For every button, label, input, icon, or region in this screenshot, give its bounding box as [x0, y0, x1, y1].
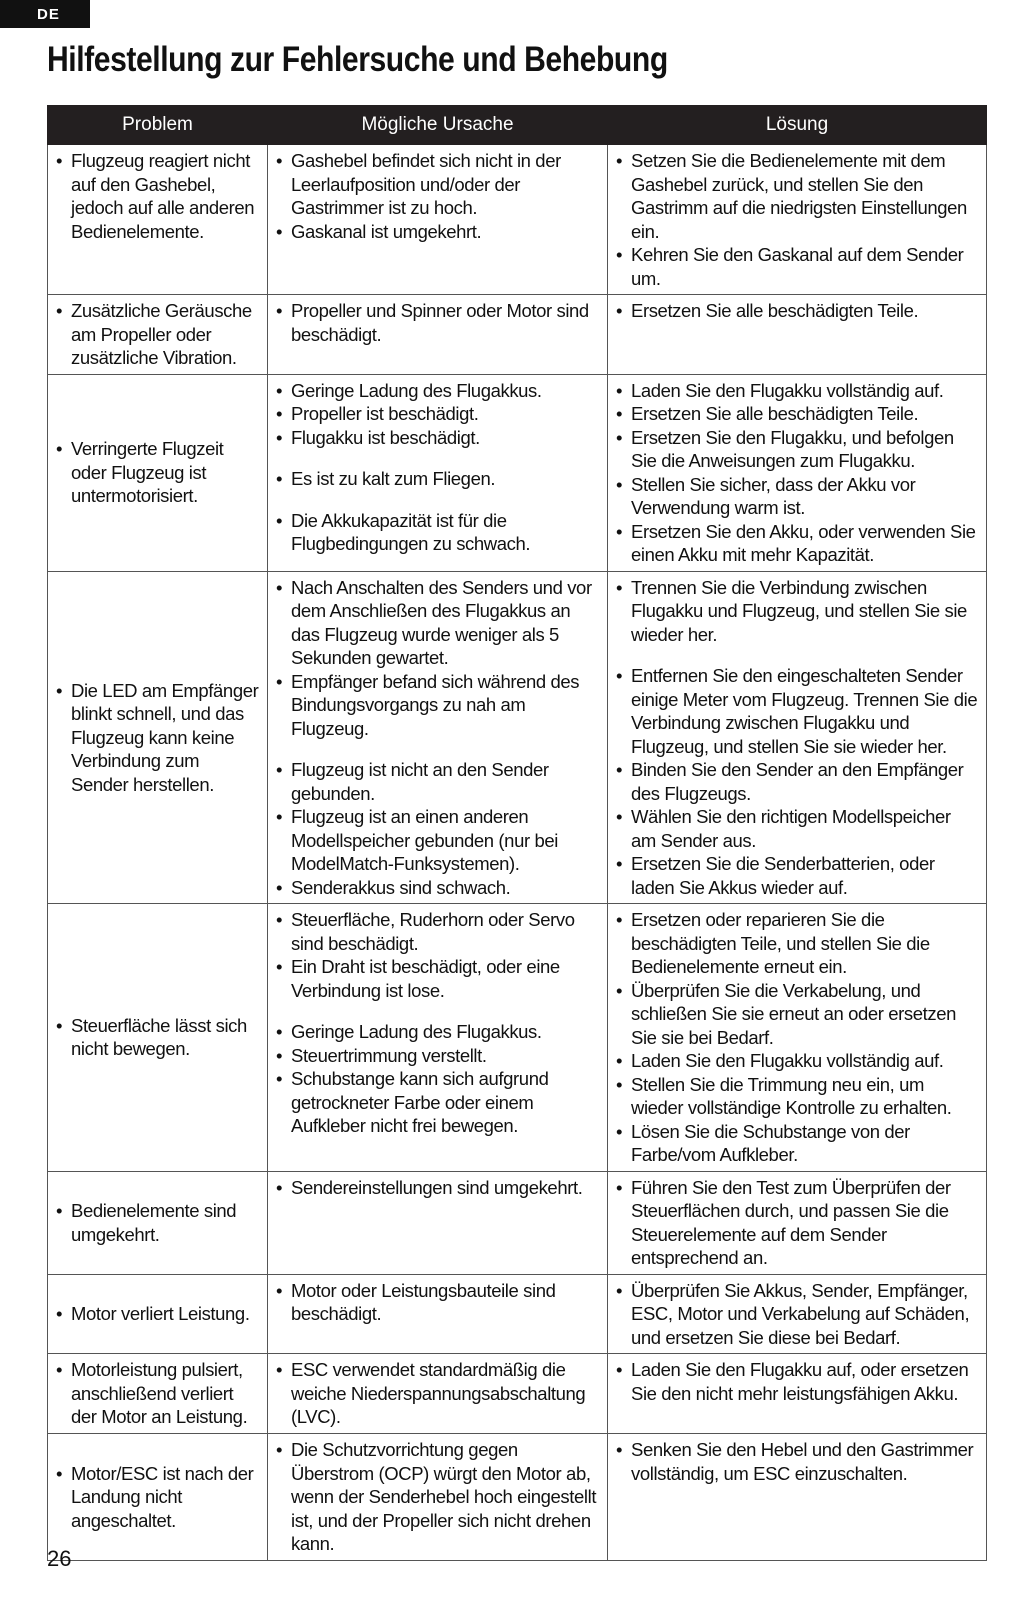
- problem-cell: [48, 1171, 268, 1274]
- solution-item: • Senken Sie den Hebel und den Gastrimmer vollständig, um ESC einzuschalten.: [616, 1438, 980, 1485]
- solution-item: • Ersetzen Sie alle beschädigten Teile.: [616, 299, 980, 323]
- table-row: [48, 374, 987, 571]
- table-header-row: [48, 106, 987, 145]
- table-row: [48, 1434, 987, 1561]
- cause-cell: [268, 295, 608, 375]
- cause-cell: [268, 1434, 608, 1561]
- solution-item: • Stellen Sie sicher, dass der Akku vor Verwendung warm ist.: [616, 473, 980, 520]
- table-row: [48, 1171, 987, 1274]
- cause-item: • Gaskanal ist umgekehrt.: [276, 220, 601, 244]
- problem-text: • Zusätzliche Geräusche am Propeller oder zusätzliche Vibration.: [56, 299, 261, 370]
- solution-cell: [608, 904, 987, 1172]
- problem-text: • Motor/ESC ist nach der Landung nicht angeschaltet.: [56, 1462, 261, 1533]
- header-solution: Lösung: [608, 106, 987, 145]
- cause-cell: [268, 904, 608, 1172]
- header-problem: Problem: [48, 106, 268, 145]
- solution-item: • Ersetzen Sie den Akku, oder verwenden Sie einen Akku mit mehr Kapazität.: [616, 520, 980, 567]
- cause-item: • Propeller ist beschädigt.: [276, 402, 601, 426]
- cause-item: • Nach Anschalten des Senders und vor dem Anschließen des Flugakkus an das Flugzeug wurde weniger als 5 Sekunden gewartet.: [276, 576, 601, 670]
- table-row: [48, 571, 987, 904]
- solution-item: • Kehren Sie den Gaskanal auf dem Sender um.: [616, 243, 980, 290]
- problem-cell: [48, 295, 268, 375]
- header-cause: Mögliche Ursache: [268, 106, 608, 145]
- page-title: Hilfestellung zur Fehlersuche und Behebung: [47, 40, 668, 79]
- cause-item: • Ein Draht ist beschädigt, oder eine Verbindung ist lose.: [276, 955, 601, 1002]
- table-row: [48, 145, 987, 295]
- problem-cell: [48, 374, 268, 571]
- problem-cell: [48, 1354, 268, 1434]
- cause-item: • Die Akkukapazität ist für die Flugbedingungen zu schwach.: [276, 509, 601, 556]
- cause-item: • Geringe Ladung des Flugakkus.: [276, 379, 601, 403]
- cause-item: • Flugzeug ist an einen anderen Modellspeicher gebunden (nur bei ModelMatch-Funksystemen).: [276, 805, 601, 876]
- solution-item: • Ersetzen oder reparieren Sie die beschädigten Teile, und stellen Sie die Bedienelemente erneut ein.: [616, 908, 980, 979]
- solution-item: • Lösen Sie die Schubstange von der Farbe/vom Aufkleber.: [616, 1120, 980, 1167]
- language-tab: DE: [0, 0, 90, 28]
- cause-item: • Flugzeug ist nicht an den Sender gebunden.: [276, 758, 601, 805]
- cause-item: • ESC verwendet standardmäßig die weiche Niederspannungsabschaltung (LVC).: [276, 1358, 601, 1429]
- solution-item: • Laden Sie den Flugakku vollständig auf.: [616, 379, 980, 403]
- solution-cell: [608, 1434, 987, 1561]
- cause-item: • Sendereinstellungen sind umgekehrt.: [276, 1176, 601, 1200]
- solution-item: • Laden Sie den Flugakku auf, oder ersetzen Sie den nicht mehr leistungsfähigen Akku.: [616, 1358, 980, 1405]
- cause-cell: [268, 1171, 608, 1274]
- problem-cell: [48, 1434, 268, 1561]
- cause-item: • Propeller und Spinner oder Motor sind beschädigt.: [276, 299, 601, 346]
- cause-item: • Steuerfläche, Ruderhorn oder Servo sind beschädigt.: [276, 908, 601, 955]
- table-row: [48, 904, 987, 1172]
- cause-cell: [268, 374, 608, 571]
- solution-cell: [608, 145, 987, 295]
- solution-cell: [608, 295, 987, 375]
- cause-item: • Senderakkus sind schwach.: [276, 876, 601, 900]
- problem-cell: [48, 571, 268, 904]
- cause-item: • Steuertrimmung verstellt.: [276, 1044, 601, 1068]
- cause-item: • Gashebel befindet sich nicht in der Leerlaufposition und/oder der Gastrimmer ist zu hoch.: [276, 149, 601, 220]
- table-row: [48, 1274, 987, 1354]
- problem-text: • Motorleistung pulsiert, anschließend verliert der Motor an Leistung.: [56, 1358, 261, 1429]
- solution-item: • Laden Sie den Flugakku vollständig auf.: [616, 1049, 980, 1073]
- table-row: [48, 1354, 987, 1434]
- cause-item: • Geringe Ladung des Flugakkus.: [276, 1020, 601, 1044]
- problem-text: • Die LED am Empfänger blinkt schnell, und das Flugzeug kann keine Verbindung zum Sender herstellen.: [56, 679, 261, 797]
- cause-cell: [268, 145, 608, 295]
- problem-text: • Flugzeug reagiert nicht auf den Gashebel, jedoch auf alle anderen Bedienelemente.: [56, 149, 261, 243]
- problem-cell: [48, 904, 268, 1172]
- cause-cell: [268, 1354, 608, 1434]
- solution-item: • Überprüfen Sie Akkus, Sender, Empfänger, ESC, Motor und Verkabelung auf Schäden, und ersetzen Sie diese bei Bedarf.: [616, 1279, 980, 1350]
- cause-cell: [268, 571, 608, 904]
- cause-item: • Es ist zu kalt zum Fliegen.: [276, 467, 601, 491]
- solution-item: • Entfernen Sie den eingeschalteten Sender einige Meter vom Flugzeug. Trennen Sie die Verbindung zwischen Flugakku und Flugzeug, und stellen Sie sie wieder her.: [616, 664, 980, 758]
- cause-item: • Motor oder Leistungsbauteile sind beschädigt.: [276, 1279, 601, 1326]
- solution-item: • Führen Sie den Test zum Überprüfen der Steuerflächen durch, und passen Sie die Steuerelemente auf dem Sender entsprechend an.: [616, 1176, 980, 1270]
- problem-text: • Verringerte Flugzeit oder Flugzeug ist untermotorisiert.: [56, 437, 261, 508]
- solution-cell: [608, 571, 987, 904]
- solution-item: • Überprüfen Sie die Verkabelung, und schließen Sie sie erneut an oder ersetzen Sie sie bei Bedarf.: [616, 979, 980, 1050]
- problem-text: • Motor verliert Leistung.: [56, 1302, 261, 1326]
- cause-item: • Die Schutzvorrichtung gegen Überstrom (OCP) würgt den Motor ab, wenn der Senderhebel hoch eingestellt ist, und der Propeller sich nicht drehen kann.: [276, 1438, 601, 1556]
- cause-item: • Schubstange kann sich aufgrund getrockneter Farbe oder einem Aufkleber nicht frei bewegen.: [276, 1067, 601, 1138]
- table-row: [48, 295, 987, 375]
- problem-cell: [48, 1274, 268, 1354]
- troubleshooting-table: [47, 105, 987, 1561]
- solution-cell: [608, 374, 987, 571]
- solution-cell: [608, 1171, 987, 1274]
- cause-cell: [268, 1274, 608, 1354]
- solution-item: • Setzen Sie die Bedienelemente mit dem Gashebel zurück, und stellen Sie den Gastrimm auf die niedrigsten Einstellungen ein.: [616, 149, 980, 243]
- solution-item: • Wählen Sie den richtigen Modellspeicher am Sender aus.: [616, 805, 980, 852]
- problem-text: • Steuerfläche lässt sich nicht bewegen.: [56, 1014, 261, 1061]
- solution-cell: [608, 1274, 987, 1354]
- cause-item: • Empfänger befand sich während des Bindungsvorgangs zu nah am Flugzeug.: [276, 670, 601, 741]
- solution-item: • Trennen Sie die Verbindung zwischen Flugakku und Flugzeug, und stellen Sie sie wieder her.: [616, 576, 980, 647]
- cause-item: • Flugakku ist beschädigt.: [276, 426, 601, 450]
- solution-item: • Ersetzen Sie den Flugakku, und befolgen Sie die Anweisungen zum Flugakku.: [616, 426, 980, 473]
- problem-text: • Bedienelemente sind umgekehrt.: [56, 1199, 261, 1246]
- solution-item: • Ersetzen Sie die Senderbatterien, oder laden Sie Akkus wieder auf.: [616, 852, 980, 899]
- solution-item: • Stellen Sie die Trimmung neu ein, um wieder vollständige Kontrolle zu erhalten.: [616, 1073, 980, 1120]
- solution-item: • Binden Sie den Sender an den Empfänger des Flugzeugs.: [616, 758, 980, 805]
- problem-cell: [48, 145, 268, 295]
- solution-item: • Ersetzen Sie alle beschädigten Teile.: [616, 402, 980, 426]
- page-number: 26: [47, 1546, 72, 1571]
- solution-cell: [608, 1354, 987, 1434]
